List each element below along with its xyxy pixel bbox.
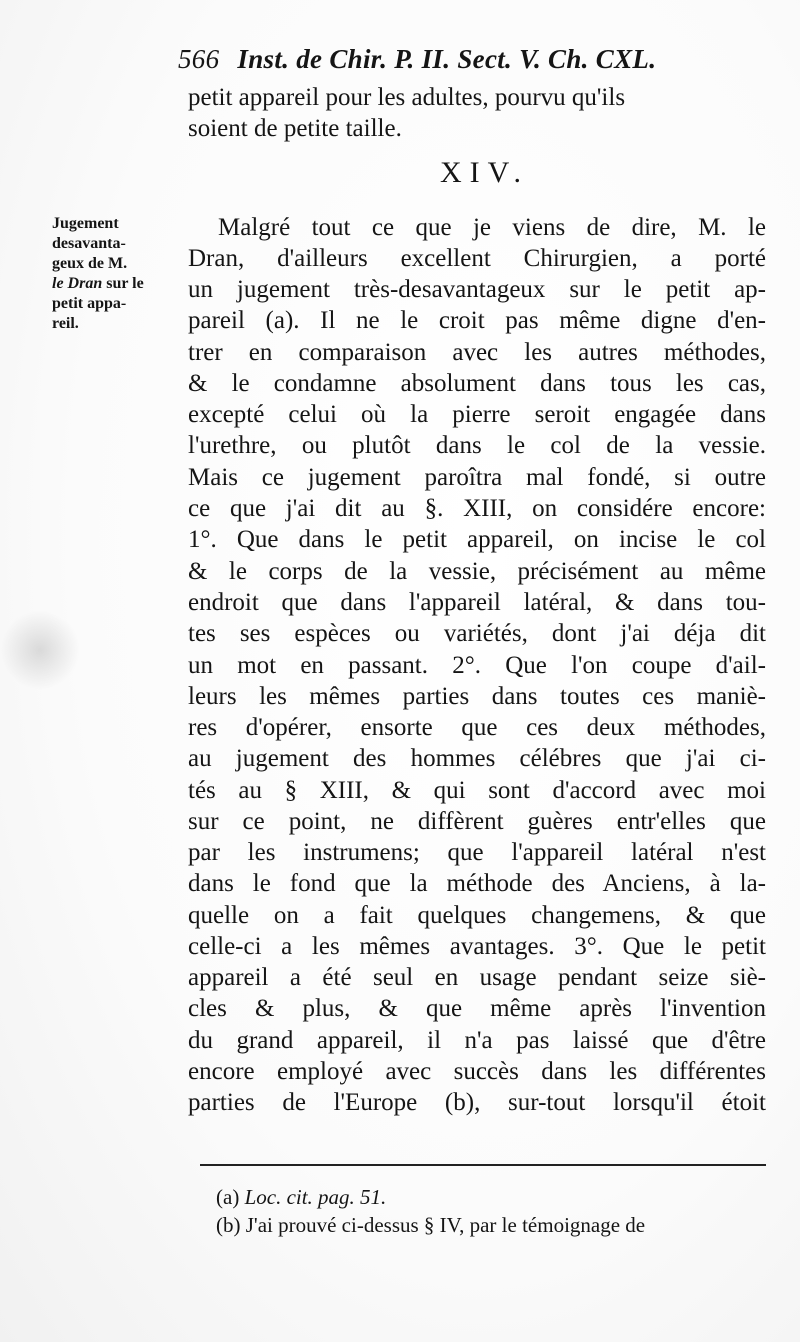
footnote-rule (200, 1164, 766, 1166)
body-line: 1°. Que dans le petit appareil, on incise le col (188, 526, 766, 553)
body-line: res d'opérer, ensorte que ces deux méthodes, (188, 714, 766, 741)
body-line: Dran, d'ailleurs excellent Chirurgien, a porté (188, 245, 766, 272)
footnote-b-mark: (b) (216, 1213, 241, 1237)
body-line: cles & plus, & que même après l'invention (188, 995, 766, 1022)
footnote-a-mark: (a) (216, 1185, 240, 1209)
footnote-a (216, 1184, 776, 1210)
body-line: pareil (a). Il ne le croit pas même digne d'en- (188, 307, 766, 334)
body-line: petit appareil pour les adultes, pourvu qu'ils (188, 84, 626, 111)
body-line: au jugement des hommes célébres que j'ai ci- (188, 745, 766, 772)
margin-note-italic: le Dran (52, 275, 103, 292)
body-line: leurs les mêmes parties dans toutes ces maniè- (188, 683, 766, 710)
body-line: tes ses espèces ou variétés, dont j'ai déja dit (188, 620, 766, 647)
footnote-b (216, 1212, 776, 1238)
body-line: un jugement très-desavantageux sur le petit ap- (188, 276, 766, 303)
body-line: par les instrumens; que l'appareil latéral n'est (188, 839, 766, 866)
body-line: & le condamne absolument dans tous les cas, (188, 370, 766, 397)
margin-note-line: Jugement (52, 215, 119, 232)
margin-note-line: reil. (52, 315, 79, 332)
body-line: Mais ce jugement paroîtra mal fondé, si outre (188, 464, 766, 491)
margin-note-line (52, 274, 182, 294)
margin-note-line: desavanta- (52, 235, 126, 252)
body-line: trer en comparaison avec les autres méthodes, (188, 339, 766, 366)
page-number: 566 (178, 44, 220, 74)
body-line: celle-ci a les mêmes avantages. 3°. Que le petit (188, 933, 766, 960)
running-title: Inst. de Chir. P. II. Sect. V. Ch. CXL. (237, 44, 657, 74)
body-line: appareil a été seul en usage pendant seize siè- (188, 964, 766, 991)
section-number: XIV. (440, 156, 529, 189)
body-line: endroit que dans l'appareil latéral, & dans tou- (188, 589, 766, 616)
body-line: l'urethre, ou plutôt dans le col de la vessie. (188, 432, 766, 459)
body-line: excepté celui où la pierre seroit engagée dans (188, 401, 766, 428)
margin-note-line: geux de M. (52, 255, 128, 272)
body-line: du grand appareil, il n'a pas laissé que d'être (188, 1027, 766, 1054)
body-line: Malgré tout ce que je viens de dire, M. le (218, 214, 766, 241)
body-line: quelle on a fait quelques changemens, & que (188, 902, 766, 929)
footnote-a-text: Loc. cit. pag. 51. (244, 1185, 387, 1209)
body-line: parties de l'Europe (b), sur-tout lorsqu'il étoit (188, 1089, 766, 1116)
margin-note-rest: sur le (102, 275, 144, 292)
body-line: & le corps de la vessie, précisément au même (188, 558, 766, 585)
body-line: ce que j'ai dit au §. XIII, on considére encore: (188, 495, 766, 522)
margin-note-line: petit appa- (52, 295, 127, 312)
footnote-b-text: J'ai prouvé ci-dessus § IV, par le témoignage de (245, 1213, 646, 1237)
body-line: un mot en passant. 2°. Que l'on coupe d'ail- (188, 652, 766, 679)
body-line: tés au § XIII, & qui sont d'accord avec moi (188, 777, 766, 804)
page-smudge (0, 610, 80, 690)
body-line: encore employé avec succès dans les différentes (188, 1058, 766, 1085)
body-line: dans le fond que la méthode des Anciens, à la- (188, 870, 766, 897)
body-line: sur ce point, ne diffèrent guères entr'elles que (188, 808, 766, 835)
body-line: soient de petite taille. (188, 115, 402, 142)
